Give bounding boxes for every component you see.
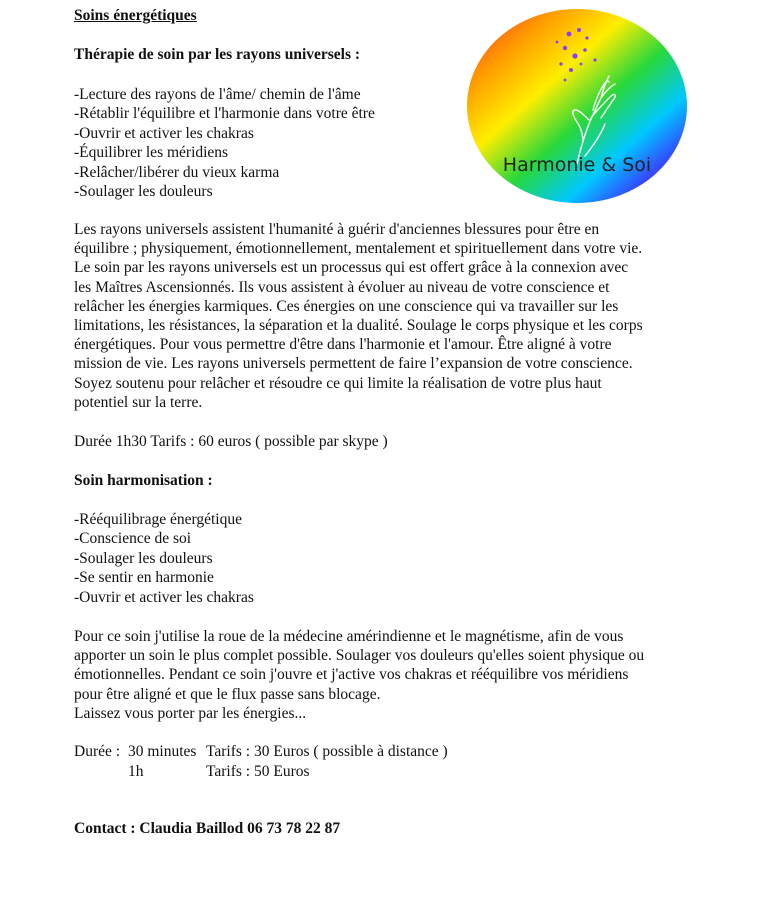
paragraph-line: Le soin par les rayons universels est un processus qui est offert grâce à la connexion avec <box>74 259 629 277</box>
list-item: -Lecture des rayons de l'âme/ chemin de l'âme <box>74 86 361 103</box>
paragraph-line: les Maîtres Ascensionnés. Ils vous assistent à évoluer au niveau de votre conscience et <box>74 278 610 296</box>
paragraph-line: apporter un soin le plus complet possible. Soulager vos douleurs qu'elles soient physique ou <box>74 647 645 665</box>
logo-text: Harmonie & Soi <box>502 154 652 176</box>
paragraph-line: limitations, les résistances, la séparation et la dualité. Soulage le corps physique et les corps <box>74 317 643 335</box>
section1-paragraph <box>74 220 694 412</box>
paragraph-line: potentiel sur la terre. <box>74 393 203 411</box>
list-item: -Rétablir l'équilibre et l'harmonie dans votre être <box>74 105 375 123</box>
list-item: -Conscience de soi <box>74 530 192 548</box>
paragraph-line: pour être aligné et que le flux passe sans blocage. <box>74 685 381 703</box>
section2-heading: Soin harmonisation : <box>74 472 213 489</box>
paragraph-line: relâcher les énergies karmiques. Ces énergies on une conscience qui va travailler sur les <box>74 297 619 315</box>
section2-duration-1h: 1h <box>128 763 144 780</box>
paragraph-line: émotionnelles. Pendant ce soin j'ouvre et j'active vos chakras et rééquilibre vos méridiens <box>74 666 629 684</box>
section2-paragraph <box>74 627 694 723</box>
paragraph-line: Soyez soutenu pour relâcher et résoudre ce qui limite la réalisation de votre plus haut <box>74 374 602 392</box>
list-item: -Ouvrir et activer les chakras <box>74 588 254 606</box>
list-item: -Équilibrer les méridiens <box>74 144 229 162</box>
list-item: -Ouvrir et activer les chakras <box>74 124 254 142</box>
paragraph-line: Les rayons universels assistent l'humanité à guérir d'anciennes blessures pour être en <box>74 221 600 238</box>
section2-list <box>74 510 254 607</box>
section2-duration-label: Durée : <box>74 743 121 760</box>
harmonie-soi-logo <box>465 6 689 206</box>
list-item: -Soulager les douleurs <box>74 549 213 567</box>
paragraph-line: équilibre ; physiquement, émotionnellement, mentalement et spirituellement dans votre vie. <box>74 240 643 258</box>
page-title: Soins énergétiques <box>74 7 197 24</box>
section2-price-1h: Tarifs : 50 Euros <box>206 763 310 780</box>
paragraph-line: mission de vie. Les rayons universels permettent de faire l’expansion de votre conscience. <box>74 355 633 373</box>
section1-duration: Durée 1h30 Tarifs : 60 euros ( possible par skype ) <box>74 433 388 450</box>
paragraph-line: Pour ce soin j'utilise la roue de la médecine amérindienne et le magnétisme, afin de vous <box>74 628 624 645</box>
list-item: -Relâcher/libérer du vieux karma <box>74 163 280 181</box>
section2-price-30min: Tarifs : 30 Euros ( possible à distance ) <box>206 743 448 760</box>
list-item: -Soulager les douleurs <box>74 183 213 201</box>
paragraph-line: énergétiques. Pour vous permettre d'être dans l'harmonie et l'amour. Être aligné à votre <box>74 336 612 354</box>
list-item: -Se sentir en harmonie <box>74 569 214 587</box>
section2-duration-30min: 30 minutes <box>128 743 197 760</box>
contact-line: Contact : Claudia Baillod 06 73 78 22 87 <box>74 820 341 837</box>
paragraph-line: Laissez vous porter par les énergies... <box>74 704 307 722</box>
section1-list <box>74 85 375 201</box>
list-item: -Rééquilibrage énergétique <box>74 511 242 528</box>
section1-heading: Thérapie de soin par les rayons universels : <box>74 46 361 63</box>
